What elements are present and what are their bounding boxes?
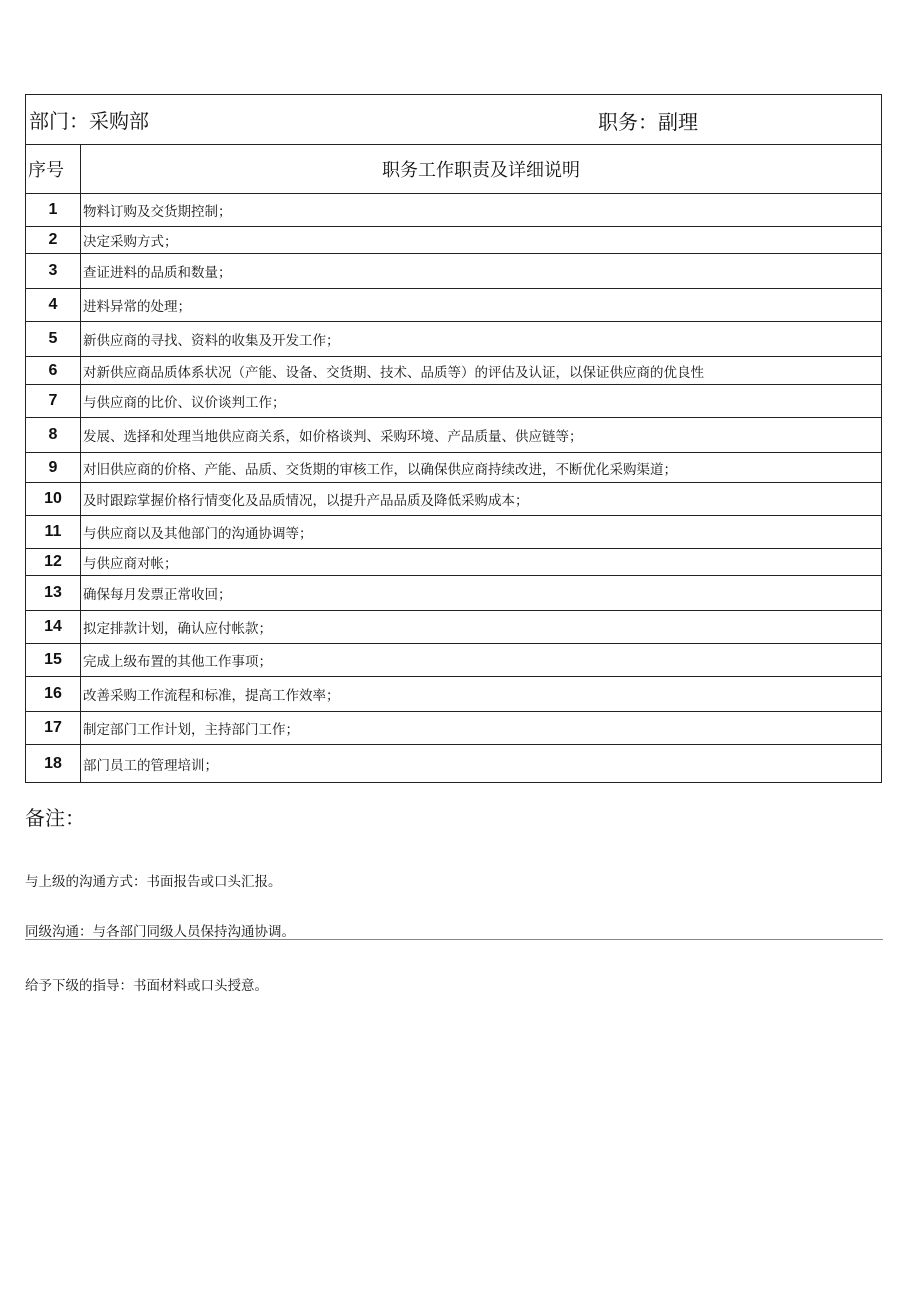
- table-row: [26, 745, 882, 783]
- row-number: 6: [26, 357, 81, 385]
- duty-description: 改善采购工作流程和标准，提高工作效率；: [81, 677, 882, 712]
- table-row: [26, 516, 882, 549]
- duty-description: 查证进料的品质和数量；: [81, 254, 882, 289]
- row-number: 9: [26, 453, 81, 483]
- duty-description: 对旧供应商的价格、产能、品质、交货期的审核工作，以确保供应商持续改进，不断优化采购渠道；: [81, 453, 882, 483]
- table-row: [26, 644, 882, 677]
- duty-description: 确保每月发票正常收回；: [81, 576, 882, 611]
- table-row: [26, 712, 882, 745]
- divider-line: [25, 939, 883, 940]
- position-label: 职务：副理: [598, 110, 698, 134]
- column-header-row: [26, 145, 882, 194]
- duty-description: 与供应商的比价、议价谈判工作；: [81, 385, 882, 418]
- table-row: [26, 611, 882, 644]
- duty-description: 进料异常的处理；: [81, 289, 882, 322]
- row-number: 2: [26, 227, 81, 254]
- seq-column-header: 序号: [26, 145, 81, 194]
- duty-description: 拟定排款计划，确认应付帐款；: [81, 611, 882, 644]
- row-number: 13: [26, 576, 81, 611]
- table-row: [26, 194, 882, 227]
- subordinate-guidance: 给予下级的指导：书面材料或口头授意。: [25, 978, 268, 994]
- table-row: [26, 677, 882, 712]
- table-row: [26, 385, 882, 418]
- row-number: 1: [26, 194, 81, 227]
- department-label: 部门：采购部: [29, 109, 149, 133]
- table-row: [26, 576, 882, 611]
- row-number: 14: [26, 611, 81, 644]
- desc-column-header: 职务工作职责及详细说明: [81, 145, 882, 194]
- duty-description: 新供应商的寻找、资料的收集及开发工作；: [81, 322, 882, 357]
- table-row: [26, 322, 882, 357]
- row-number: 7: [26, 385, 81, 418]
- row-number: 17: [26, 712, 81, 745]
- duty-description: 与供应商以及其他部门的沟通协调等；: [81, 516, 882, 549]
- superior-communication: 与上级的沟通方式：书面报告或口头汇报。: [25, 874, 282, 890]
- notes-heading: 备注：: [25, 806, 85, 830]
- duty-description: 发展、选择和处理当地供应商关系，如价格谈判、采购环境、产品质量、供应链等；: [81, 418, 882, 453]
- table-row: [26, 549, 882, 576]
- table-row: [26, 289, 882, 322]
- row-number: 11: [26, 516, 81, 549]
- duty-description: 物料订购及交货期控制；: [81, 194, 882, 227]
- duties-table: [25, 94, 882, 783]
- table-row: [26, 227, 882, 254]
- duty-description: 决定采购方式；: [81, 227, 882, 254]
- duty-description: 部门员工的管理培训；: [81, 745, 882, 783]
- table-row: [26, 453, 882, 483]
- row-number: 16: [26, 677, 81, 712]
- table-row: [26, 357, 882, 385]
- duty-description: 完成上级布置的其他工作事项；: [81, 644, 882, 677]
- row-number: 8: [26, 418, 81, 453]
- duty-description: 制定部门工作计划，主持部门工作；: [81, 712, 882, 745]
- row-number: 3: [26, 254, 81, 289]
- row-number: 12: [26, 549, 81, 576]
- table-row: [26, 483, 882, 516]
- row-number: 18: [26, 745, 81, 783]
- row-number: 5: [26, 322, 81, 357]
- duty-description: 及时跟踪掌握价格行情变化及品质情况，以提升产品品质及降低采购成本；: [81, 483, 882, 516]
- row-number: 15: [26, 644, 81, 677]
- duty-description: 对新供应商品质体系状况（产能、设备、交货期、技术、品质等）的评估及认证，以保证供应商的优良性: [81, 357, 882, 385]
- table-row: [26, 254, 882, 289]
- row-number: 10: [26, 483, 81, 516]
- job-description-sheet: [25, 94, 881, 783]
- table-row: [26, 418, 882, 453]
- header-row: [26, 95, 882, 145]
- row-number: 4: [26, 289, 81, 322]
- header-cell: [26, 95, 882, 145]
- duty-description: 与供应商对帐；: [81, 549, 882, 576]
- peer-communication: 同级沟通：与各部门同级人员保持沟通协调。: [25, 924, 295, 940]
- duties-body: [26, 194, 882, 783]
